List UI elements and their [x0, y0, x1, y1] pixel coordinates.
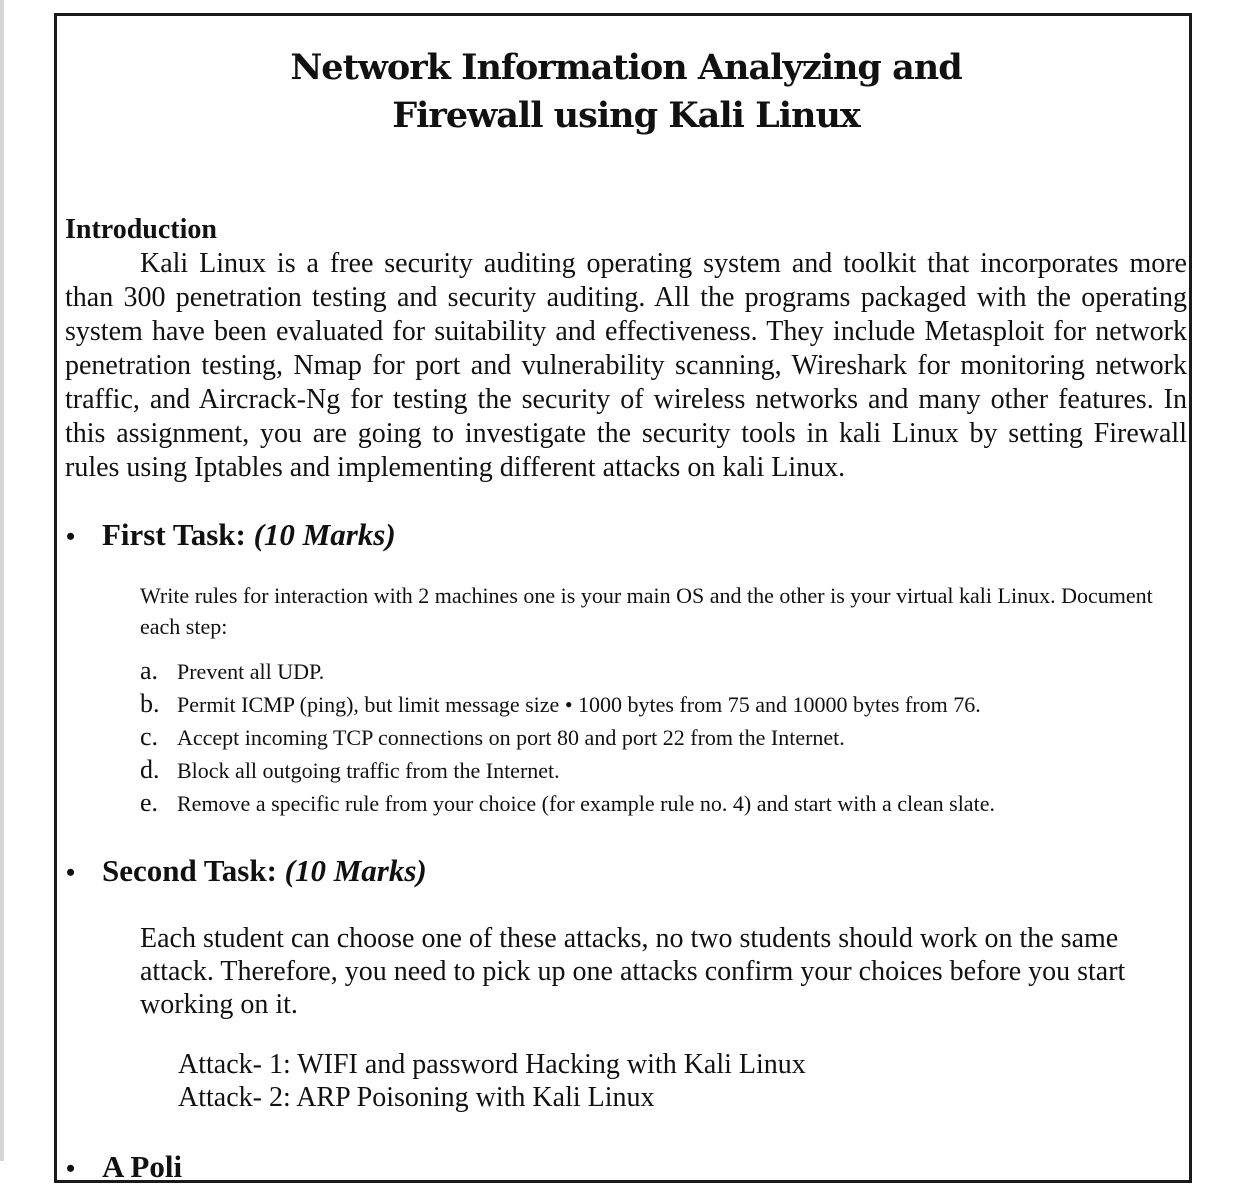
title-line-1: Network Information Analyzing and: [290, 47, 962, 88]
attack-item: Attack- 1: WIFI and password Hacking with Kali Linux: [178, 1049, 806, 1080]
second-task-marks: (10 Marks): [284, 853, 427, 888]
second-task-heading: [66, 852, 427, 892]
attack-list: [178, 1048, 806, 1114]
bullet-icon: •: [66, 858, 76, 887]
first-task-heading: [66, 516, 396, 556]
first-task-description: Write rules for interaction with 2 machines one is your main OS and the other is your virtual kali Linux. Document each step:: [140, 583, 1153, 639]
list-item: [140, 720, 995, 753]
list-item-text: Prevent all UDP.: [177, 659, 325, 684]
list-item-letter: e.: [140, 788, 159, 817]
next-section-title: A Poli: [102, 1149, 183, 1184]
list-item-text: Remove a specific rule from your choice (for example rule no. 4) and start with a clean slate.: [177, 791, 995, 816]
document-title: [0, 44, 1242, 140]
bullet-icon: •: [66, 522, 76, 551]
list-item-text: Accept incoming TCP connections on port 80 and port 22 from the Internet.: [177, 725, 845, 750]
list-item: [140, 654, 995, 687]
list-item-text: Block all outgoing traffic from the Internet.: [177, 758, 560, 783]
first-task-marks: (10 Marks): [253, 517, 396, 552]
second-task-description: Each student can choose one of these attacks, no two students should work on the same attack. Therefore, you need to pick up one attacks confirm your choices before you start working on it.: [140, 923, 1126, 1020]
second-task-title: Second Task:: [102, 853, 277, 888]
title-line-2: Firewall using Kali Linux: [392, 95, 860, 136]
list-item-letter: a.: [140, 656, 159, 685]
list-item-letter: d.: [140, 755, 160, 784]
list-item-letter: b.: [140, 689, 160, 718]
first-task-list: [140, 654, 995, 819]
next-section-heading: [66, 1148, 182, 1188]
list-item: [140, 687, 995, 720]
introduction-heading: Introduction: [65, 214, 217, 245]
page-left-edge: [0, 0, 4, 1161]
first-task-title: First Task:: [102, 517, 246, 552]
list-item: [140, 786, 995, 819]
introduction-paragraph: Kali Linux is a free security auditing operating system and toolkit that incorporates more than 300 penetration testing and security auditing. All the programs packaged with the operating system have been evaluated for suitability and effectiveness. They include Metasploit for network penetration testing, Nmap for port and vulnerability scanning, Wireshark for monitoring network traffic, and Aircrack-Ng for testing the security of wireless networks and many other features. In this assignment, you are going to investigate the security tools in kali Linux by setting Firewall rules using Iptables and implementing different attacks on kali Linux.: [65, 248, 1187, 483]
list-item: [140, 753, 995, 786]
list-item-text: Permit ICMP (ping), but limit message size • 1000 bytes from 75 and 10000 bytes from 76.: [177, 692, 981, 717]
list-item-letter: c.: [140, 722, 159, 751]
bullet-icon: •: [66, 1154, 76, 1183]
attack-item: Attack- 2: ARP Poisoning with Kali Linux: [178, 1082, 655, 1113]
